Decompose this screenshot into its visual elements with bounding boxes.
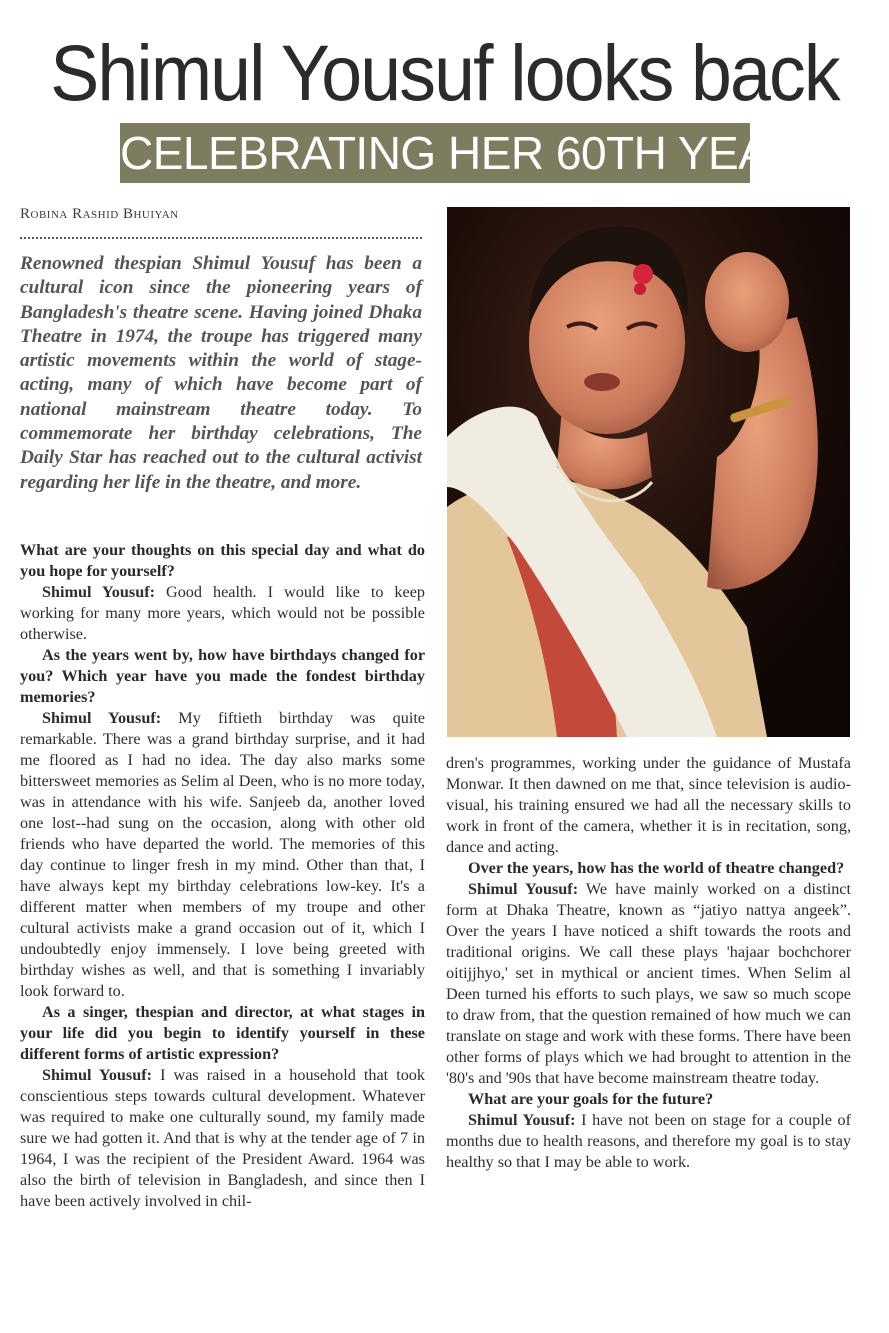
answer-1-text: Good health. I would like to keep working for many more years, which would not be possible otherwise. [20,583,425,643]
speaker-label: Shimul Yousuf: [42,583,155,601]
question-2: As the years went by, how have birthdays changed for you? Which year have you made the fondest birthday memories? [20,646,425,706]
byline: Robina Rashid Bhuiyan [20,206,179,222]
answer-2 [20,708,425,1002]
dotted-divider [20,237,422,239]
answer-5-text: I have not been on stage for a couple of months due to health reasons, and therefore my goal is to stay healthy so that I may be able to work. [446,1111,851,1171]
performer-illustration [447,207,850,737]
question-1: What are your thoughts on this special day and what do you hope for yourself? [20,541,425,580]
answer-2-text: My fiftieth birthday was quite remarkable. There was a grand birthday surprise, and it had me floored as I had no idea. The day also marks some bittersweet memories as Selim al Deen, who is no more today, was in attendance with his wife. Sanjeeb da, another loved one lost--had sung on the occasion, along with other old friends who have departed the world. The memories of this day continue to linger fresh in my mind. Other than that, I have always kept my birthday celebrations low-key. It's a different matter when members of my troupe and other cultural activists make a grand occasion out of it, which I undoubtedly enjoy immensely. I love being greeted with birthday wishes as well, and that is something I invariably look forward to. [20,709,425,1000]
answer-3 [20,1065,425,1212]
answer-4-text: We have mainly worked on a distinct form at Dhaka Theatre, known as “jatiyo nattya angeek”. Over the years I have noticed a shift towards the roots and traditional origins. We call these plays 'hajaar bochchorer oitijjhyo,' set in mythical or ancient times. When Selim al Deen turned his efforts to such plays, we saw so much scope to draw from, that the question remained of how much we can translate on stage and work with these forms. There have been other forms of plays which we had brought to attention in the '80's and '90s that have become mainstream theatre today. [446,880,851,1087]
column-left [20,540,425,1212]
answer-1 [20,582,425,645]
answer-3-continued: dren's programmes, working under the guidance of Mustafa Monwar. It then dawned on me that, since television is audio-visual, his training ensured we had all the necessary skills to work in front of the camera, whether it is in recitation, song, dance and acting. [446,754,851,856]
column-right [446,753,851,1173]
headline: Shimul Yousuf looks back [50,28,839,117]
question-5: What are your goals for the future? [468,1090,714,1108]
speaker-label: Shimul Yousuf: [42,1066,153,1084]
answer-5 [446,1110,851,1173]
answer-3-text: I was raised in a household that took conscientious steps towards cultural development. Whatever was required to make one culturally sound, my family made sure we had gotten it. And that is why at the tender age of 7 in 1964, I was the recipient of the President Award. 1964 was also the birth of television in Bangladesh, and since then I have been actively involved in chil- [20,1066,425,1210]
speaker-label: Shimul Yousuf: [42,709,162,727]
answer-4 [446,879,851,1089]
question-4: Over the years, how has the world of theatre changed? [468,859,845,877]
speaker-label: Shimul Yousuf: [468,1111,576,1129]
intro-paragraph: Renowned thespian Shimul Yousuf has been a cultural icon since the pioneering years of Bangladesh's theatre scene. Having joined Dhaka Theatre in 1974, the troupe has triggered many artistic movements within the world of stage-acting, many of which have become part of national mainstream theatre today. To commemorate her birthday celebrations, The Daily Star has reached out to the cultural activist regarding her life in the theatre, and more. [20,253,422,493]
question-3: As a singer, thespian and director, at what stages in your life did you begin to identify yourself in these different forms of artistic expression? [20,1003,425,1063]
speaker-label: Shimul Yousuf: [468,880,579,898]
shimul-yousuf-photo [447,207,850,737]
kicker-banner: CELEBRATING HER 60TH YEAR [120,123,750,183]
